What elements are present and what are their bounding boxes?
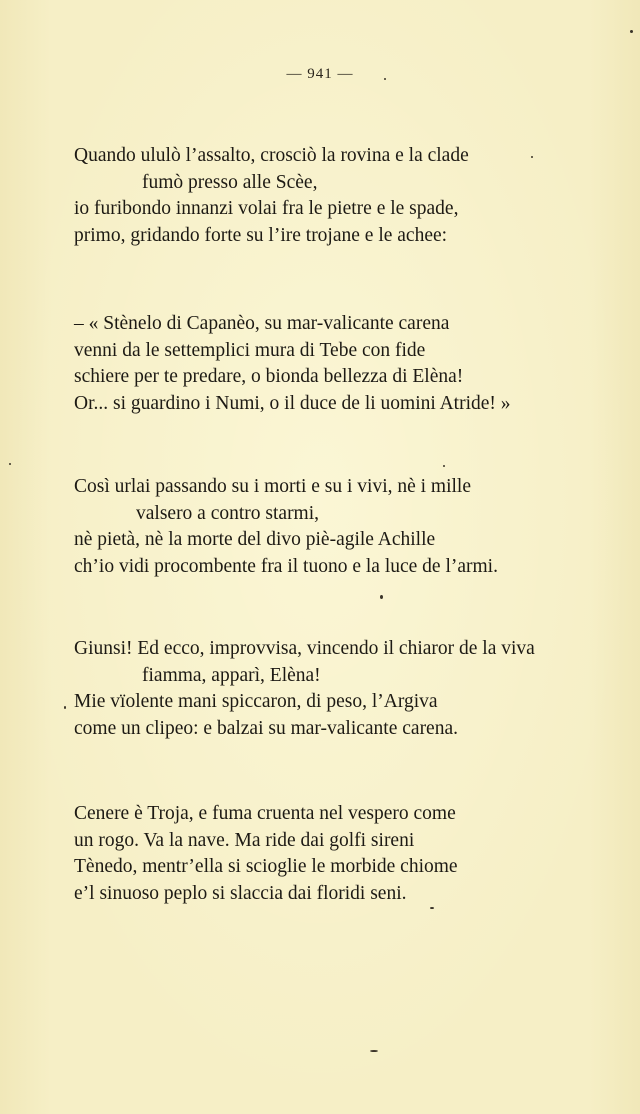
paper-speck: [531, 156, 533, 158]
verse-line: nè pietà, nè la morte del divo piè-agile Achille: [74, 529, 436, 550]
paper-speck: [384, 78, 386, 80]
verse-line: venni da le settemplici mura di Tebe con fide: [74, 339, 426, 361]
verse-line: Cenere è Troja, e fuma cruenta nel vespero come: [74, 803, 456, 824]
paper-speck: [380, 595, 383, 599]
page-number: — 941 —: [286, 66, 354, 82]
paper-speck: [64, 706, 66, 709]
paper-speck: [430, 907, 434, 909]
paper-speck: [370, 1050, 378, 1052]
verse-line: Mie vïolente mani spiccaron, di peso, l’Argiva: [74, 691, 438, 712]
stanza-4: [74, 636, 614, 742]
stanza-5: [74, 801, 614, 907]
verse-line: valsero a contro starmi,: [136, 502, 320, 524]
stanza-2: [74, 311, 614, 417]
verse-line: Or... si guardino i Numi, o il duce de li uomini Atride! »: [74, 392, 511, 414]
paper-speck: [630, 30, 633, 33]
verse-line: come un clipeo: e balzai su mar-valicante carena.: [74, 717, 458, 739]
verse-line: Così urlai passando su i morti e su i vivi, nè i mille: [74, 476, 472, 497]
verse-line: Tènedo, mentr’ella si scioglie le morbide chiome: [74, 856, 458, 877]
verse-line: – « Stènelo di Capanèo, su mar-valicante carena: [74, 313, 450, 334]
stanza-3: [74, 474, 614, 580]
verse-line: Giunsi! Ed ecco, improvvisa, vincendo il chiaror de la viva: [74, 638, 535, 659]
verse-line: fiamma, apparì, Elèna!: [142, 664, 321, 686]
paper-speck: [443, 465, 445, 467]
verse-line: primo, gridando forte su l’ire trojane e le achee:: [74, 224, 448, 246]
verse-line: ch’io vidi procombente fra il tuono e la luce de l’armi.: [74, 555, 498, 577]
verse-line: fumò presso alle Scèe,: [142, 171, 318, 193]
paper-speck: [9, 463, 11, 465]
stanza-1: [74, 143, 614, 249]
verse-line: un rogo. Va la nave. Ma ride dai golfi sireni: [74, 829, 415, 851]
verse-line: io furibondo innanzi volai fra le pietre e le spade,: [74, 198, 459, 219]
verse-line: e’l sinuoso peplo si slaccia dai floridi seni.: [74, 882, 407, 904]
verse-line: schiere per te predare, o bionda bellezza di Elèna!: [74, 366, 464, 387]
verse-line: Quando ululò l’assalto, crosciò la rovina e la clade: [74, 145, 469, 166]
